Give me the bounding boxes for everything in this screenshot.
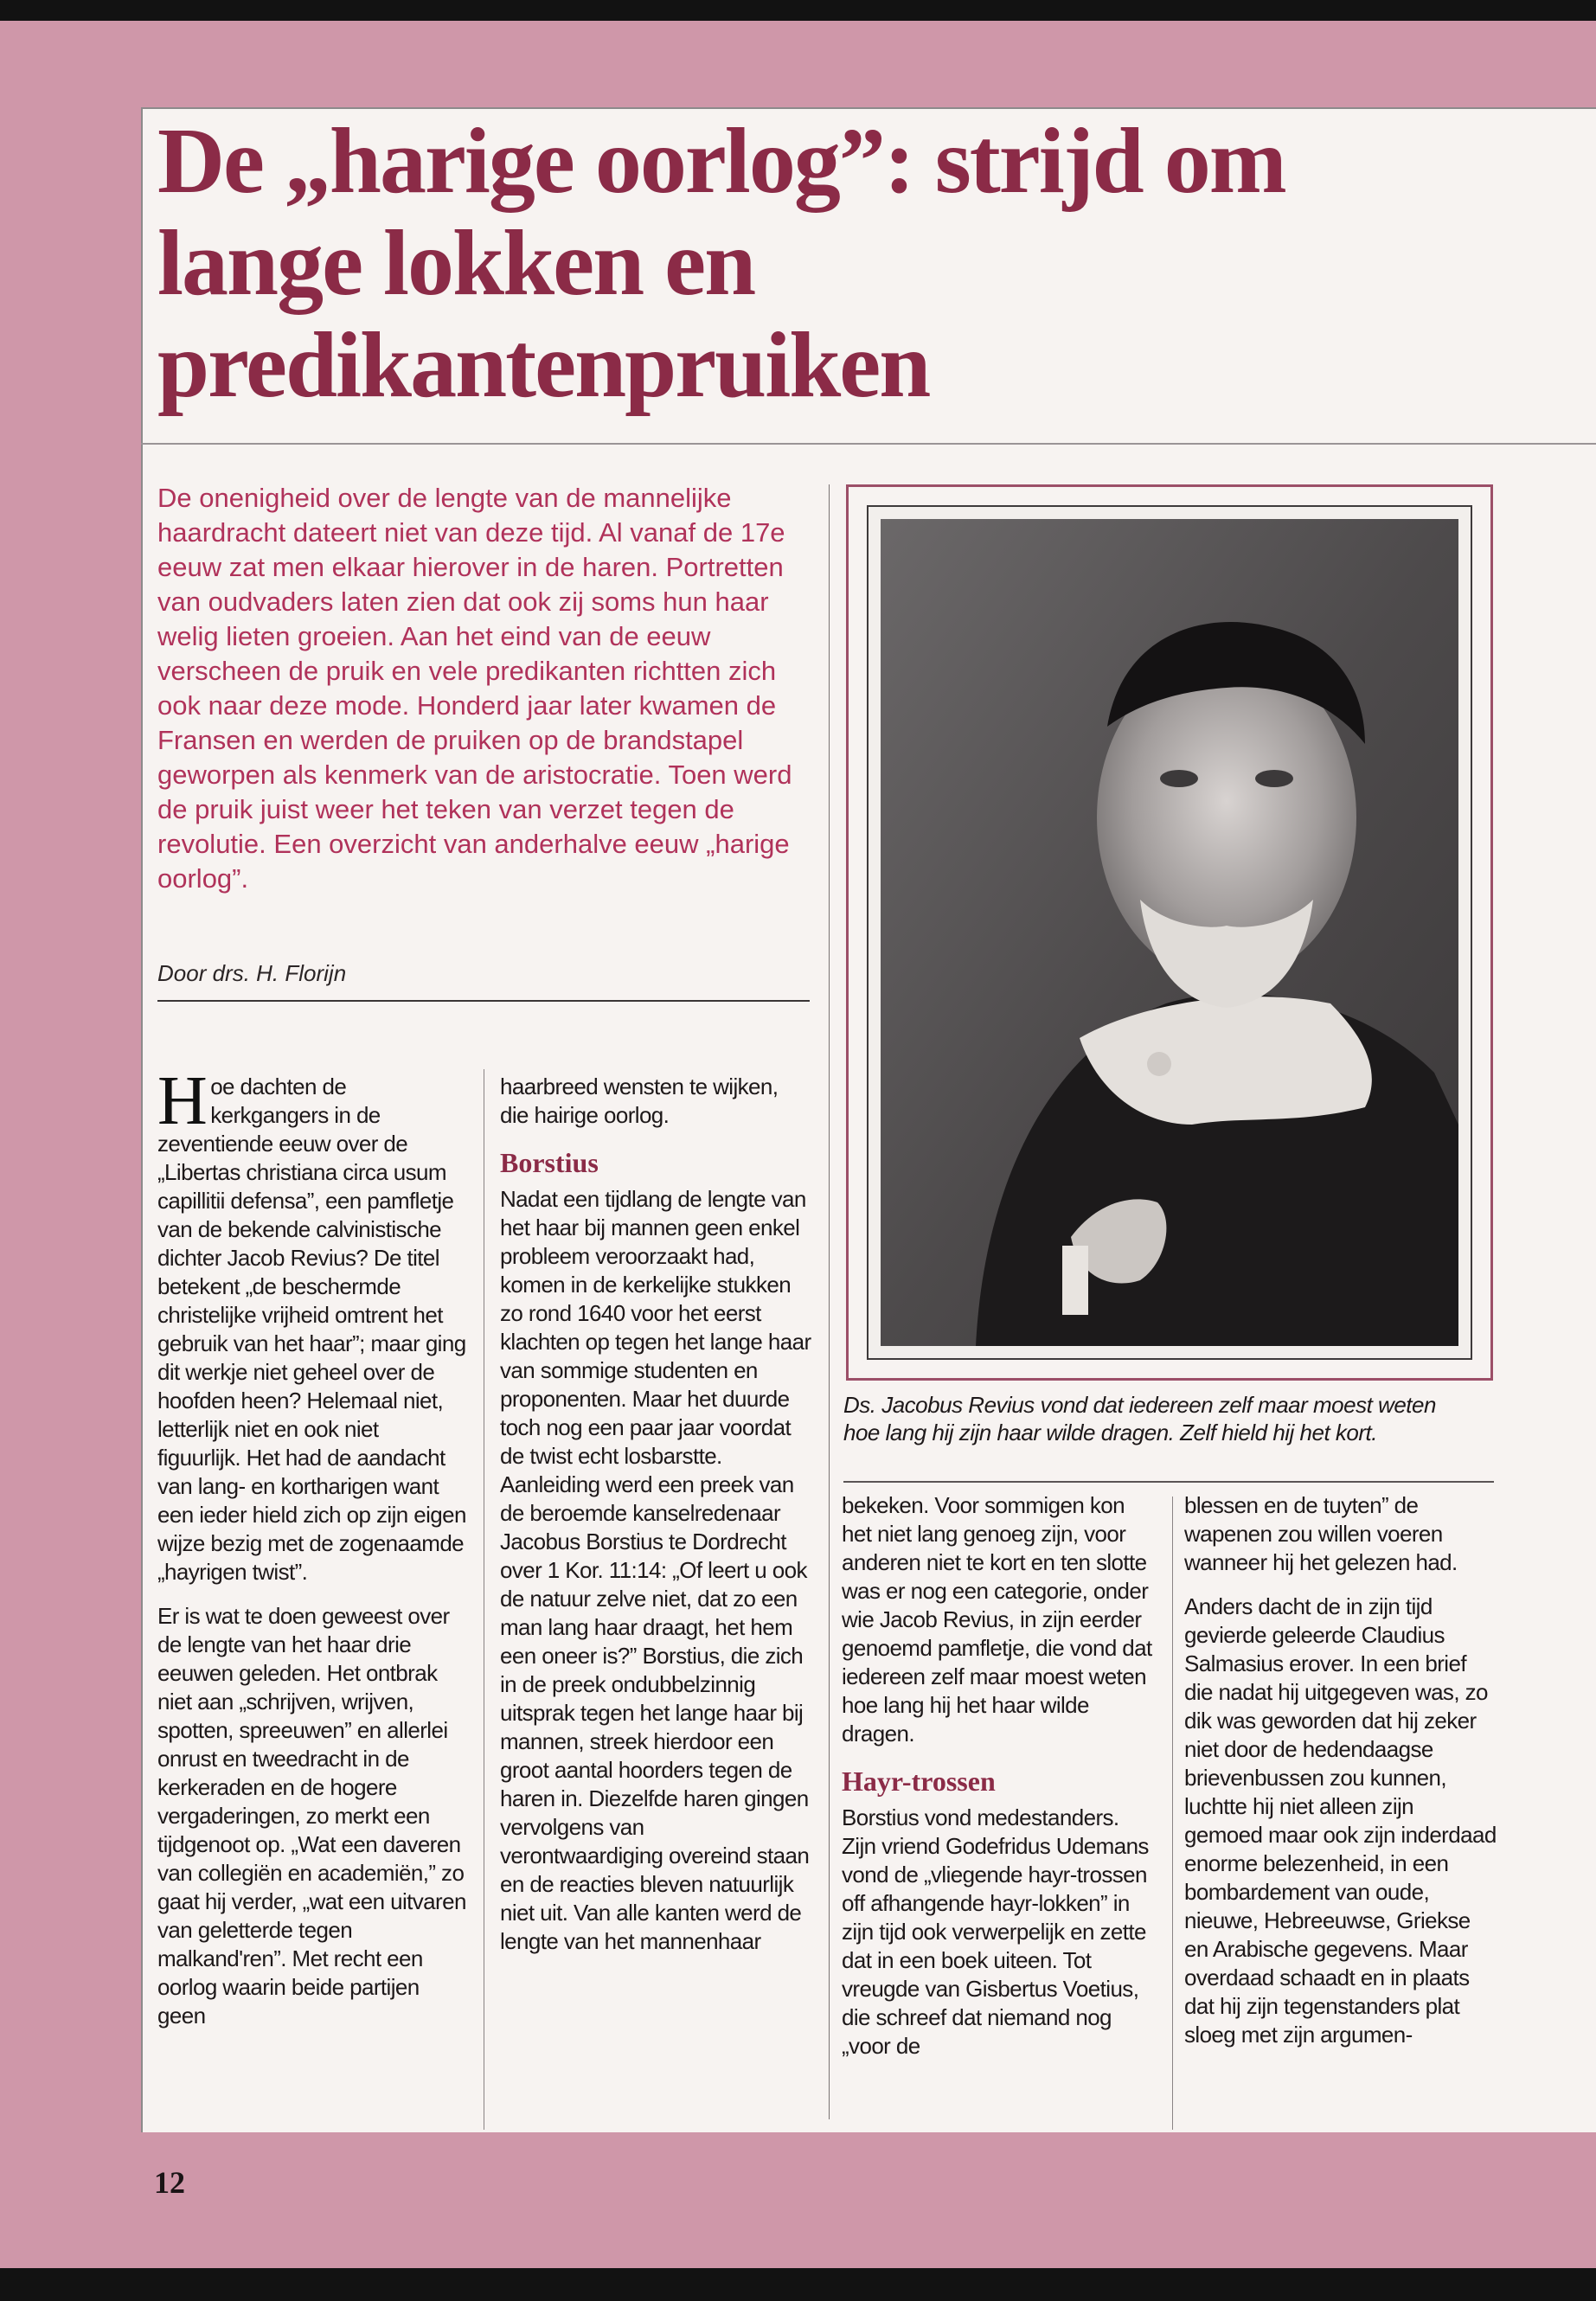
paragraph: blessen en de tuyten” de wapenen zou willen voeren wanneer hij het gelezen had. xyxy=(1184,1492,1458,1575)
bottom-margin xyxy=(0,2132,1596,2268)
body-column-4 xyxy=(1184,1491,1497,2065)
body-column-2 xyxy=(500,1073,811,1971)
section-heading-hayr-trossen: Hayr-trossen xyxy=(842,1766,996,1797)
portrait-image xyxy=(881,519,1458,1346)
paragraph: Nadat een tijdlang de lengte van het haar bij mannen geen enkel probleem veroorzaakt had, komen in de kerkelijke stukken zo rond 1640 voor het eerst klachten op tegen het lange haar van sommige studenten en proponenten. Maar het duurde toch nog een paar jaar voordat de twist echt losbarstte. Aanleiding werd een preek van de beroemde kanselredenaar Jacobus Borstius te Dordrecht over 1 Kor. 11:14: „Of leert u ook de natuur zelve niet, dat zo een man lang haar draagt, het hem een oneer is?” Borstius, die zich in de preek ondubbelzinnig uitsprak tegen het lange haar bij mannen, streek hierdoor een groot aantal hoorders tegen de haren in. Diezelfde haren gingen vervolgens van verontwaardiging overeind staan en de reacties bleven natuurlijk niet uit. Van alle kanten werd de lengte van het mannenhaar xyxy=(500,1186,811,1954)
byline-divider xyxy=(157,1000,810,1002)
paragraph: bekeken. Voor sommigen kon het niet lang genoeg zijn, voor anderen niet te kort en ten slotte was er nog een categorie, onder wie Jacob Revius, in zijn eerder genoemd pamfletje, die vond dat iedereen zelf maar moest weten hoe lang hij het haar wilde dragen. xyxy=(842,1492,1152,1747)
paragraph: Er is wat te doen geweest over de lengte van het haar drie eeuwen geleden. Het ontbrak niet aan „schrijven, wrijven, spotten, spreeuwen” en allerlei onrust en tweedracht in de kerkeraden en de hogere vergaderingen, zo merkt een tijdgenoot op. „Wat een daveren van collegiën en academiën,” zo gaat hij verder, „wat een uitvaren van geletterde tegen malkand'ren”. Met recht een oorlog waarin beide partijen geen xyxy=(157,1603,466,2029)
article-intro: De onenigheid over de lengte van de mannelijke haardracht dateert niet van deze tijd. Al vanaf de 17e eeuw zat men elkaar hierover in de haren. Portretten van oudvaders laten zien dat ook zij soms hun haar welig lieten groeien. Aan het eind van de eeuw verscheen de pruik en vele predikanten richtten zich ook naar deze mode. Honderd jaar later kwamen de Fransen en werden de pruiken op de brandstapel geworpen als kenmerk van de aristocratie. Toen werd de pruik juist weer het teken van verzet tegen de revolutie. Een overzicht van anderhalve eeuw „harige oorlog”. xyxy=(157,483,792,894)
paragraph: Anders dacht de in zijn tijd gevierde geleerde Claudius Salmasius erover. In een brief die nadat hij uitgegeven was, zo dik was geworden dat hij zeker niet door de hedendaagse brievenbussen zou kunnen, luchtte hij niet alleen zijn gemoed maar ook zijn inderdaad enorme belezenheid, in een bombardement van oude, nieuwe, Hebreeuwse, Griekse en Arabische gegevens. Maar overdaad schaadt en in plaats dat hij zijn tegenstanders plat sloeg met zijn argumen- xyxy=(1184,1593,1497,2048)
bottom-black-border xyxy=(0,2268,1596,2301)
column-divider xyxy=(1172,1497,1173,2130)
paragraph-text: oe dachten de kerkgangers in de zeventiende eeuw over de „Libertas christiana circa usum capillitii defensa”, een pamfletje van de bekende calvinistische dichter Jacob Revius? De titel betekent „de beschermde christelijke vrijheid omtrent het gebruik van het haar”; maar ging dit werkje niet geheel over de hoofden heen? Helemaal niet, letterlijk niet en ook niet figuurlijk. Het had de aandacht van lang- en kortharigen want een ieder hield zich op zijn eigen wijze bezig met de zogenaamde „hayrigen twist”. xyxy=(157,1074,466,1585)
section-heading-borstius: Borstius xyxy=(500,1147,599,1178)
paragraph: Borstius vond medestanders. Zijn vriend Godefridus Udemans vond de „vliegende hayr-trossen off afhangende hayr-lokken” in zijn tijd ook verwerpelijk en zette dat in een boek uiteen. Tot vreugde van Gisbertus Voetius, die schreef dat niemand nog „voor de xyxy=(842,1804,1149,2059)
title-divider xyxy=(141,443,1596,445)
paragraph: haarbreed wensten te wijken, die hairige oorlog. xyxy=(500,1074,779,1128)
page-number: 12 xyxy=(154,2165,185,2200)
byline: Door drs. H. Florijn xyxy=(157,960,347,986)
article-title: De „harige oorlog”: strijd om lange lokken en predikantenpruiken xyxy=(157,110,1285,417)
caption-divider xyxy=(843,1481,1494,1483)
body-column-3 xyxy=(842,1491,1157,2076)
body-column-1 xyxy=(157,1063,467,2046)
top-black-border xyxy=(0,0,1596,21)
drop-cap: H xyxy=(157,1063,208,1139)
photo-caption: Ds. Jacobus Revius vond dat iedereen zelf maar moest weten hoe lang hij zijn haar wilde dragen. Zelf hield hij het kort. xyxy=(843,1392,1436,1445)
paragraph xyxy=(157,1063,467,1586)
intro-photo-divider xyxy=(829,484,830,2119)
